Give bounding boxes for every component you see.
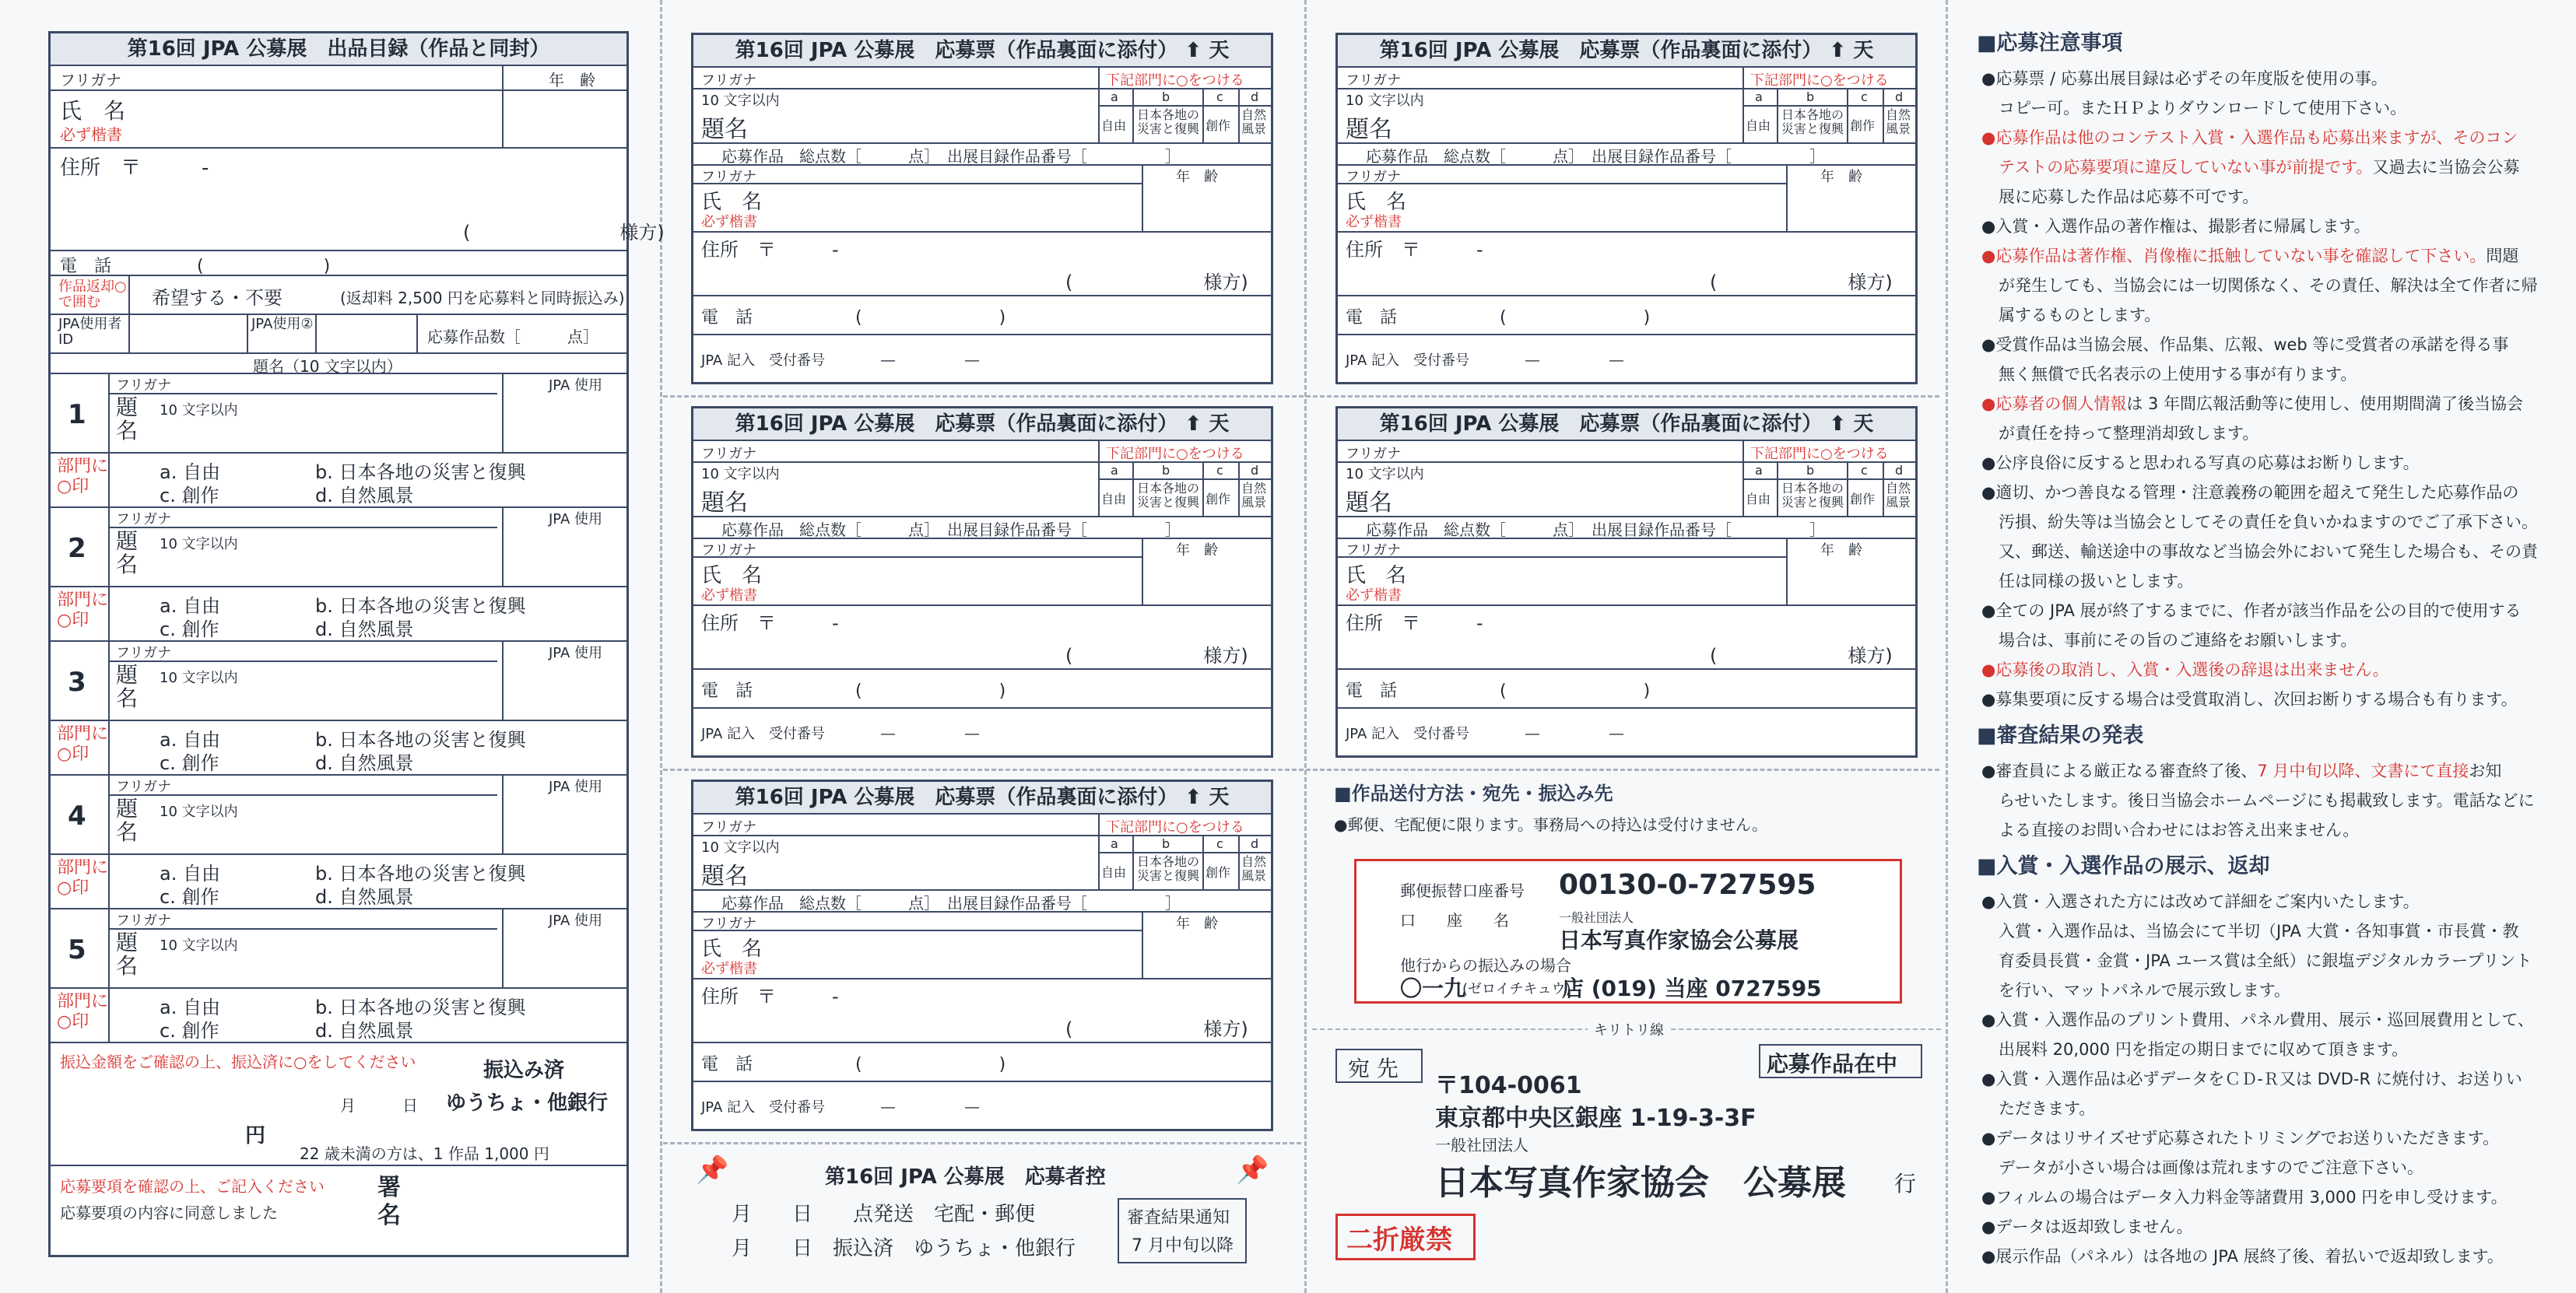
catalog-sign[interactable]: 署 名	[377, 1174, 401, 1229]
to-label: 宛 先	[1348, 1056, 1399, 1081]
entry-number: 1	[68, 399, 86, 430]
catalog-pay-note: 振込金額をご確認の上、振込済に○をしてください	[60, 1053, 416, 1071]
catalog-entry-1[interactable]: 1 フリガナ JPA 使用 題 名 10 文字以内 部門に○印 a. 自由 b. 日本各地の災害と復興 c. 創作 d. 自然風景	[51, 373, 626, 506]
catalog-agree-red: 応募要項を確認の上、ご記入ください	[60, 1177, 325, 1196]
catalog-jpa-use2: JPA使用②	[251, 316, 314, 332]
catalog-return-choice[interactable]: 希望する・不要	[152, 287, 283, 309]
shipping-title: ■作品送付方法・宛先・振込み先	[1334, 783, 1613, 804]
bank-info-box: 郵便振替口座番号 00130-0-727595 口 座 名 一般社団法人 日本写真作家協会公募展 他行からの振込みの場合 〇一九 (ゼロイチキュウ) 店 (019) 当座 0727595	[1354, 859, 1902, 1004]
fold-line-3	[1946, 0, 1948, 1293]
up-arrow-icon: ⬆	[1184, 412, 1202, 436]
catalog-name-label: 氏 名	[60, 98, 126, 124]
up-arrow-icon: ⬆	[1184, 786, 1202, 809]
notes-panel: ■応募注意事項 ●応募票 / 応募出展目録は必ずその年度版を使用の事。 コピー可。またＨＰよりダウンロードして使用下さい。 ●応募作品は他のコンテスト入賞・入選作品も応募出来ますが、そのコン テストの応募要項に違反していない事が前提です。又過去に当協会公募 展に応募した作品は応募不可です。 ●入賞・入選作品の著作権は、撮影者に帰属します。 ●応募作品は著作権、肖像権に抵触していない事を確認して下さい。問題 が発生しても、当協会には一切関係なく、その責任、解決は全て作者に帰 属するものとします。 ●受賞作品は当協会展、作品集、広報、web 等に受賞者の承諾を得る事 無く無償で氏名表示の上使用する事が有ります。 ●応募者の個人情報は 3 年間広報活動等に使用し、使用期間満了後当協会 が責任を持って整理消却致します。 ●公序良俗に反すると思われる写真の応募はお断りします。 ●適切、かつ善良なる管理・注意義務の範囲を超えて発生した応募作品の 汚損、紛失等は当協会としてその責任を負いかねますのでご了承下さい。 又、郵送、輸送途中の事故など当協会外において発生した場合も、その責 任は同様の扱いとします。 ●全ての JPA 展が終了するまでに、作者が該当作品を公の目的で使用する 場合は、事前にその旨のご連絡をお願いします。 ●応募後の取消し、入賞・入選後の辞退は出来ません。 ●募集要項に反する場合は受賞取消し、次回お断りする場合も有ります。 ■審査結果の発表 ●審査員による厳正なる審査終了後、7 月中旬以降、文書にて直接お知 らせいたします。後日当協会ホームページにも掲載致します。電話などに よる直接のお問い合わせにはお答え出来ません。 ■入賞・入選作品の展示、返却 ●入賞・入選された方には改めて詳細をご案内いたします。 入賞・入選作品は、当協会にて半切（JPA 大賞・各知事賞・市長賞・教 育委員長賞・金賞・JPA ユース賞は全紙）に銀塩デジタルカラープリント を行い、マットパネルで展示致します。 ●入賞・入選作品のプリント費用、パネル費用、展示・巡回展費用として、 出展料 20,000 円を指定の期日までに収めて頂きます。 ●入賞・入選作品は必ずデータをＣＤ-Ｒ又は DVD-R に焼付け、お送りい ただきます。 ●データはリサイズせず応募されたトリミングでお送りいただきます。 データが小さい場合は画像は荒れますのでご注意下さい。 ●フィルムの場合はデータ入力料金等諸費用 3,000 円を申し受けます。 ●データは返却致しません。 ●展示作品（パネル）は各地の JPA 展終了後、着払いで返却致します。	[1977, 22, 2553, 1271]
catalog-return-note: (返却料 2,500 円を応募料と同時振込み)	[340, 289, 625, 307]
ticket-5[interactable]: 第16回 JPA 公募展 応募票（作品裏面に添付） ⬆ 天 フリガナ 下記部門に○をつける 10 文字以内 題名 a b c d 自由 日本各地の災害と復興 創作 自然風景 応募作品 総点数［ 点］ 出展目録作品番号［ ］ フリガナ 年 齢 氏 名 必ず楷書 住所 〒 - ( 様方) 電 話 ( ) JPA 記入 受付番号 ― ―	[691, 780, 1273, 1131]
catalog-yen: 円	[245, 1124, 266, 1148]
catalog-entry-2[interactable]: 2 フリガナ JPA 使用 題 名 10 文字以内 部門に○印 a. 自由 b. 日本各地の災害と復興 c. 創作 d. 自然風景	[51, 506, 626, 640]
results-heading: ■審査結果の発表	[1977, 724, 2144, 748]
address: 東京都中央区銀座 1-19-3-3F	[1435, 1105, 1757, 1132]
catalog-count[interactable]: 応募作品数［ 点］	[427, 328, 598, 346]
stub-line1[interactable]: 月 日 点発送 宅配・郵便	[732, 1203, 1036, 1226]
inside-label: 応募作品在中	[1767, 1051, 1898, 1077]
up-arrow-icon: ⬆	[1829, 412, 1847, 436]
catalog-bank[interactable]: ゆうちょ・他銀行	[446, 1092, 609, 1115]
catalog-form	[48, 31, 665, 1257]
fold-line-1	[660, 0, 662, 1293]
catalog-agree: 応募要項の内容に同意しました	[60, 1204, 278, 1222]
catalog-title-hdr: 題名（10 文字以内）	[253, 357, 402, 376]
catalog-title: 第16回 JPA 公募展 出品目録（作品と同封）	[51, 33, 626, 66]
entry-number: 3	[68, 667, 86, 698]
ticket-1[interactable]: 第16回 JPA 公募展 応募票（作品裏面に添付） ⬆ 天 フリガナ 下記部門に○をつける 10 文字以内 題名 a b c d 自由 日本各地の災害と復興 創作 自然風景 応募作品 総点数［ 点］ 出展目録作品番号［ ］ フリガナ 年 齢 氏 名 必ず楷書 住所 〒 - ( 様方) 電 話 ( ) JPA 記入 受付番号 ― ―	[691, 33, 1273, 384]
exhibit-heading: ■入賞・入選作品の展示、返却	[1977, 854, 2270, 878]
entry-number: 5	[68, 934, 86, 965]
catalog-entry-5[interactable]: 5 フリガナ JPA 使用 題 名 10 文字以内 部門に○印 a. 自由 b. 日本各地の災害と復興 c. 創作 d. 自然風景	[51, 908, 626, 1042]
pin-icon: 📌	[696, 1155, 729, 1186]
fold-line-2	[1304, 0, 1307, 1293]
cut-label: キリトリ線	[1588, 1019, 1670, 1039]
entry-number: 4	[68, 801, 86, 832]
catalog-month: 月	[340, 1096, 356, 1115]
stub-title: 第16回 JPA 公募展 応募者控	[825, 1165, 1106, 1189]
account-number: 00130-0-727595	[1559, 869, 1816, 901]
entry-number: 2	[68, 533, 86, 564]
org-small: 一般社団法人	[1435, 1136, 1528, 1155]
up-arrow-icon: ⬆	[1829, 39, 1847, 62]
catalog-sama: ( 様方)	[463, 222, 665, 244]
catalog-day: 日	[402, 1096, 418, 1115]
catalog-furigana: フリガナ	[60, 71, 121, 89]
up-arrow-icon: ⬆	[1184, 39, 1202, 62]
stub-result-when: 7 月中旬以降	[1132, 1236, 1234, 1256]
catalog-youth: 22 歳未満の方は、1 作品 1,000 円	[300, 1144, 549, 1163]
ticket-2[interactable]: 第16回 JPA 公募展 応募票（作品裏面に添付） ⬆ 天 フリガナ 下記部門に○をつける 10 文字以内 題名 a b c d 自由 日本各地の災害と復興 創作 自然風景 応募作品 総点数［ 点］ 出展目録作品番号［ ］ フリガナ 年 齢 氏 名 必ず楷書 住所 〒 - ( 様方) 電 話 ( ) JPA 記入 受付番号 ― ―	[1335, 33, 1918, 384]
catalog-entry-3[interactable]: 3 フリガナ JPA 使用 題 名 10 文字以内 部門に○印 a. 自由 b. 日本各地の災害と復興 c. 創作 d. 自然風景	[51, 640, 626, 774]
no-fold-label: 二折厳禁	[1346, 1225, 1452, 1256]
ticket-3[interactable]: 第16回 JPA 公募展 応募票（作品裏面に添付） ⬆ 天 フリガナ 下記部門に○をつける 10 文字以内 題名 a b c d 自由 日本各地の災害と復興 創作 自然風景 応募作品 総点数［ 点］ 出展目録作品番号［ ］ フリガナ 年 齢 氏 名 必ず楷書 住所 〒 - ( 様方) 電 話 ( ) JPA 記入 受付番号 ― ―	[691, 406, 1273, 758]
shipping-note: ●郵便、宅配便に限ります。事務局への持込は受付けません。	[1334, 815, 1768, 834]
org-name: 日本写真作家協会 公募展	[1435, 1163, 1846, 1203]
catalog-tel[interactable]: 電 話 ( )	[60, 257, 331, 276]
catalog-return-label: 作品返却○で囲む	[58, 279, 127, 310]
catalog-entry-4[interactable]: 4 フリガナ JPA 使用 題 名 10 文字以内 部門に○印 a. 自由 b. 日本各地の災害と復興 c. 創作 d. 自然風景	[51, 774, 626, 908]
stub-result: 審査結果通知	[1127, 1208, 1230, 1228]
ticket-4[interactable]: 第16回 JPA 公募展 応募票（作品裏面に添付） ⬆ 天 フリガナ 下記部門に○をつける 10 文字以内 題名 a b c d 自由 日本各地の災害と復興 創作 自然風景 応募作品 総点数［ 点］ 出展目録作品番号［ ］ フリガナ 年 齢 氏 名 必ず楷書 住所 〒 - ( 様方) 電 話 ( ) JPA 記入 受付番号 ― ―	[1335, 406, 1918, 758]
catalog-age: 年 齢	[549, 71, 595, 89]
notes-heading: ■応募注意事項	[1977, 31, 2123, 55]
cut-line-c	[663, 1142, 1301, 1144]
applicant-stub	[685, 1155, 1284, 1279]
zip: 〒104-0061	[1435, 1072, 1582, 1099]
catalog-name-note[interactable]: 必ず楷書	[60, 125, 122, 144]
catalog-address[interactable]: 住所 〒 -	[60, 156, 209, 180]
catalog-jpa-id: JPA使用者ID	[58, 316, 122, 348]
cut-line-b	[663, 769, 1939, 771]
catalog-paid[interactable]: 振込み済	[483, 1059, 565, 1082]
pin-icon: 📌	[1236, 1155, 1269, 1186]
stub-line2[interactable]: 月 日 振込済 ゆうちょ・他銀行	[732, 1237, 1076, 1260]
yuki: 行	[1894, 1171, 1917, 1197]
cut-line-a	[663, 395, 1939, 398]
